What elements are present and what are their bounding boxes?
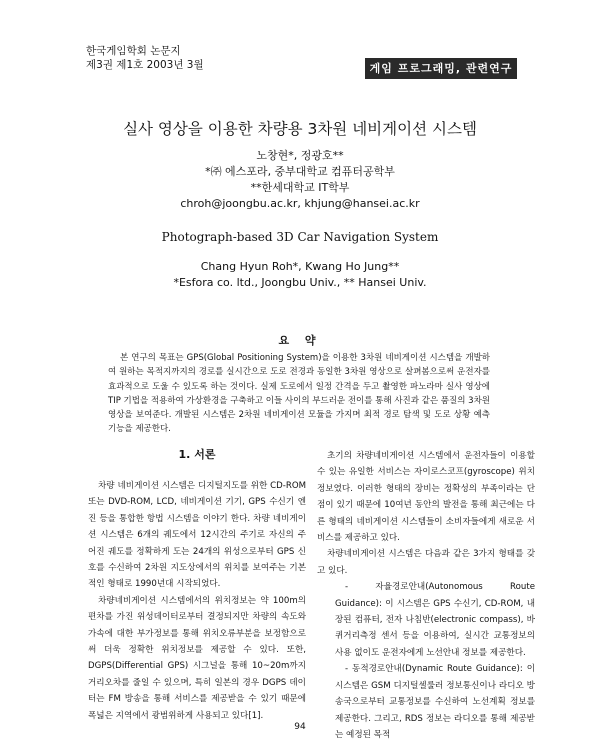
author-affiliation-1: *㈜ 에스포라, 중부대학교 컴퓨터공학부	[205, 165, 395, 178]
english-affiliations: *Esfora co. ltd., Joongbu Univ., ** Hansei Univ.	[173, 276, 427, 289]
right-column	[317, 448, 535, 743]
journal-name: 한국게임학회 논문지	[86, 45, 181, 57]
author-emails: chroh@joongbu.ac.kr, khjung@hansei.ac.kr	[180, 197, 420, 210]
author-affiliation-2: **한세대학교 IT학부	[250, 181, 350, 194]
abstract-heading: 요 약	[278, 334, 322, 347]
english-author-names: Chang Hyun Roh*, Kwang Ho Jung**	[200, 260, 400, 273]
list-item: - 자율경로안내(Autonomous Route Guidance): 이 시스템은 GPS 수신기, CD-ROM, 내장된 컴퓨터, 전자 나침반(electronic compass), 바퀴거리측정 센서 등을 이용하여, 실시간 교통정보의 사용 없이도 운전자에게 노선안내 정보를 제공한다.	[335, 582, 535, 658]
abstract-text: 본 연구의 목표는 GPS(Global Positioning System)을 이용한 3차원 네비게이션 시스템을 개발하여 원하는 목적지까지의 경로를 실시간으로 도로 전경과 동일한 3차원 영상으로 살펴봄으로써 운전자를 효과적으로 도울 수 있도록 하는 것이다. 실제 도로에서 일정 간격을 두고 촬영한 파노라마 실사 영상에 TIP 기법을 적용하여 가상환경을 구축하고 이들 사이의 부드러운 전이를 통해 사진과 같은 품질의 3차원 영상을 보여준다. 개발된 시스템은 2차원 네비게이션 모듈을 가지며 최적 경로 탐색 및 도로 상황 예측 기능을 제공한다.	[108, 353, 490, 435]
paragraph: 초기의 차량네비게이션 시스템에서 운전자들이 이용할 수 있는 유일한 서비스는 자이로스코프(gyroscope) 위치 정보였다. 이러한 형태의 장비는 정확성의 부족이라는 단점이 있기 때문에 10여년 동안의 발전을 통해 최근에는 다른 형태의 네비게이션 시스템들이 소비자들에게 새로운 서비스를 제공하고 있다.	[317, 451, 535, 544]
list-item: - 동적경로안내(Dynamic Route Guidance): 이 시스템은 GSM 디지털셀룰러 정보통신이나 라디오 방송국으로부터 교통정보를 수신하여 노선계획 정보를 제공한다. 그리고, RDS 정보는 라디오를 통해 제공받는 예정된 목적	[335, 664, 535, 740]
paper-title: 실사 영상을 이용한 차량용 3차원 네비게이션 시스템	[123, 120, 477, 138]
author-block	[0, 148, 600, 212]
paragraph: 차량 네비게이션 시스템은 디지털지도를 위한 CD-ROM 또는 DVD-ROM, LCD, 네비게이션 기기, GPS 수신기 엔진 등을 통합한 항법 시스템을 이야기 한다. 차량 네비게이션 시스템은 6개의 궤도에서 12시간의 주기로 자신의 주어진 궤도를 정확하게 도는 24개의 위성으로부터 GPS 신호를 수신하여 2차원 지도상에서의 위치를 보여주는 기본적인 형태로 1990년대 시작되었다.	[88, 481, 306, 590]
author-names: 노창현*, 정광호**	[256, 149, 344, 162]
abstract-body	[108, 351, 490, 437]
english-author-block	[0, 259, 600, 291]
english-title: Photograph-based 3D Car Navigation System	[161, 230, 439, 244]
left-column	[88, 448, 306, 724]
section-heading: 1. 서론	[178, 448, 216, 461]
category-badge: 게임 프로그래밍, 관련연구	[365, 58, 517, 79]
page-number: 94	[294, 722, 306, 732]
journal-issue: 제3권 제1호 2003년 3월	[86, 59, 204, 71]
paragraph: 차량네비게이션 시스템에서의 위치정보는 약 100m의 편차를 가진 위성데이터로부터 결정되지만 차량의 속도와 가속에 대한 부가정보를 통해 위치오류부분을 보정함으로써 더욱 정확한 위치정보를 제공할 수 있다. 또한, DGPS(Differential GPS) 시그널을 통해 10~20m까지 거리오차를 줄일 수 있으며, 특히 일본의 경우 DGPS 데이터는 FM 방송을 통해 서비스를 제공받을 수 있기 때문에 폭넓은 지역에서 광범위하게 사용되고 있다[1].	[88, 595, 306, 721]
journal-info	[86, 44, 204, 72]
paragraph: 차량네비게이션 시스템은 다음과 같은 3가지 형태를 갖고 있다.	[317, 549, 535, 576]
